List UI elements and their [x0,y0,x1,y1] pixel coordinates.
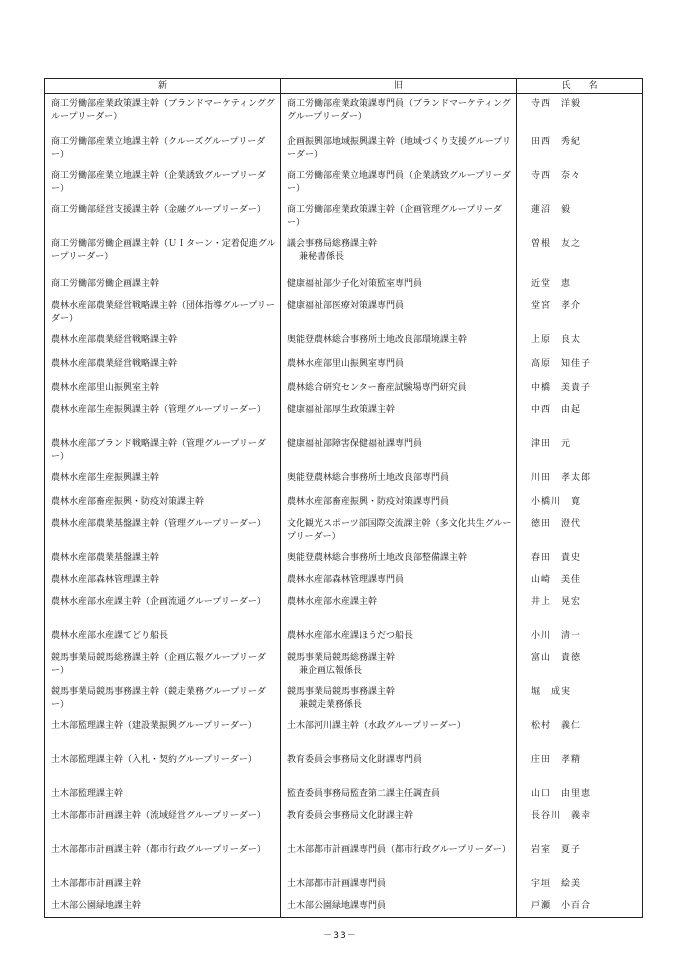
person-name: 上原 良太 [517,330,643,354]
person-name: 堂宮 孝介 [517,296,643,330]
new-position: 土木部監理課主幹（入札・契約グループリーダー） [45,750,281,784]
new-position: 商工労働部労働企画課主幹（ＵＩターン・定着促進グループリーダー） [45,234,281,274]
old-position [281,234,517,274]
old-position-concurrent: 兼企画広報係長 [299,665,363,676]
new-position: 農林水産部農業基盤課主幹 [45,548,281,570]
new-position: 農林水産部農業経営戦略課主幹（団体指導グループリーダー） [45,296,281,330]
table-row [45,94,643,132]
person-name: 小川 清一 [517,626,643,648]
new-position: 商工労働部産業立地課主幹（企業誘致グループリーダー） [45,166,281,200]
old-position-text: 健康福祉部医療対策課専門員 [287,300,405,311]
table-row [45,806,643,840]
person-name: 蓮沼 毅 [517,200,643,234]
table-row [45,874,643,896]
old-position-text: 教育委員会事務局文化財課主幹 [287,810,414,821]
old-position-text: 監査委員事務局監査第二課主任調査員 [287,788,441,799]
person-name: 徳田 澄代 [517,514,643,548]
table-row [45,330,643,354]
old-position [281,378,517,400]
old-position-text: 健康福祉部厚生政策課主幹 [287,404,396,415]
old-position-text: 奥能登農林総合事務所土地改良部環境課主幹 [287,334,468,345]
table-row [45,716,643,750]
old-position-text: 農林水産部畜産振興・防疫対策課専門員 [287,496,450,507]
old-position [281,648,517,682]
person-name: 津田 元 [517,434,643,468]
table-row [45,132,643,166]
old-position [281,200,517,234]
person-name: 松村 義仁 [517,716,643,750]
header-old: 旧 [281,79,517,94]
person-name: 山崎 美佳 [517,570,643,592]
person-name: 春田 貴史 [517,548,643,570]
old-position-concurrent: 兼競走業務係長 [299,699,363,710]
table-row [45,784,643,806]
old-position [281,468,517,492]
table-row [45,234,643,274]
table-row [45,166,643,200]
header-name: 氏 名 [517,79,643,94]
person-name: 宇垣 絵美 [517,874,643,896]
table-row [45,400,643,434]
old-position [281,806,517,840]
new-position: 農林水産部農業基盤課主幹（管理グループリーダー） [45,514,281,548]
table-row [45,274,643,296]
person-name: 曽根 友之 [517,234,643,274]
table-row [45,296,643,330]
new-position: 商工労働部産業政策課主幹（ブランドマーケティンググループリーダー） [45,94,281,132]
new-position: 土木部都市計画課主幹（流域経営グループリーダー） [45,806,281,840]
person-name: 小橋川 寛 [517,492,643,514]
new-position: 農林水産部水産課てどり船長 [45,626,281,648]
old-position-text: 奥能登農林総合事務所土地改良部専門員 [287,472,450,483]
old-position-text: 競馬事業局競馬事務課主幹 [287,686,396,697]
table-row [45,682,643,716]
person-name: 戸瀬 小百合 [517,896,643,918]
person-name: 寺西 奈々 [517,166,643,200]
old-position [281,274,517,296]
old-position [281,784,517,806]
old-position [281,492,517,514]
old-position-text: 農林総合研究センター畜産試験場専門研究員 [287,382,467,393]
old-position-text: 土木部河川課主幹（水政グループリーダー） [287,720,466,731]
page-number: －33－ [323,931,357,941]
old-position [281,434,517,468]
old-position [281,132,517,166]
old-position-text: 商工労働部産業政策課主幹（企画管理グループリーダー） [287,204,502,228]
old-position [281,874,517,896]
table-row [45,548,643,570]
new-position: 農林水産部生産振興課主幹 [45,468,281,492]
table-row [45,626,643,648]
old-position-text: 議会事務局総務課主幹 [287,238,378,249]
new-position: 競馬事業局競馬総務課主幹（企画広報グループリーダー） [45,648,281,682]
new-position: 商工労働部産業立地課主幹（クルーズグループリーダー） [45,132,281,166]
old-position [281,896,517,918]
person-name: 寺西 洋毅 [517,94,643,132]
table-row [45,570,643,592]
person-name: 田西 秀紀 [517,132,643,166]
old-position-text: 農林水産部里山振興室専門員 [287,358,405,369]
table-row [45,592,643,626]
person-name: 岩室 夏子 [517,840,643,874]
old-position [281,514,517,548]
old-position-text: 土木部都市計画課専門員（都市行政グループリーダー） [287,844,511,855]
new-position: 土木部都市計画課主幹（都市行政グループリーダー） [45,840,281,874]
table-row [45,492,643,514]
person-name: 中西 由起 [517,400,643,434]
new-position: 農林水産部生産振興課主幹（管理グループリーダー） [45,400,281,434]
old-position-text: 奥能登農林総合事務所土地改良部整備課主幹 [287,552,468,563]
old-position-text: 土木部公園緑地課専門員 [287,900,387,911]
new-position: 土木部都市計画課主幹 [45,874,281,896]
table-row [45,378,643,400]
old-position [281,750,517,784]
personnel-table-sheet [44,78,642,918]
table-row [45,354,643,378]
old-position [281,592,517,626]
person-name: 川田 孝太郎 [517,468,643,492]
table-row [45,750,643,784]
old-position [281,840,517,874]
new-position: 土木部監理課主幹（建設業振興グループリーダー） [45,716,281,750]
new-position: 農林水産部水産課主幹（企画流通グループリーダー） [45,592,281,626]
old-position [281,166,517,200]
table-row [45,648,643,682]
table-row [45,434,643,468]
table-row [45,896,643,918]
table-body [45,94,643,918]
old-position-text: 商工労働部産業立地課専門員（企業誘致グループリーダー） [287,170,511,194]
old-position [281,716,517,750]
old-position [281,94,517,132]
old-position-text: 土木部都市計画課専門員 [287,878,387,889]
old-position-text: 教育委員会事務局文化財課専門員 [287,754,423,765]
old-position-text: 商工労働部産業政策課専門員（ブランドマーケティンググループリーダー） [287,99,511,122]
person-name: 中橋 美貴子 [517,378,643,400]
old-position-text: 健康福祉部少子化対策監室専門員 [287,278,423,289]
table-row [45,200,643,234]
person-name: 高原 知佳子 [517,354,643,378]
old-position-concurrent: 兼秘書係長 [299,251,345,262]
new-position: 農林水産部農業経営戦略課主幹 [45,354,281,378]
old-position [281,400,517,434]
new-position: 農林水産部農業経営戦略課主幹 [45,330,281,354]
new-position: 競馬事業局競馬事務課主幹（競走業務グループリーダー） [45,682,281,716]
new-position: 農林水産部里山振興室主幹 [45,378,281,400]
table-row [45,514,643,548]
table-row [45,468,643,492]
person-name: 長谷川 義幸 [517,806,643,840]
table-row [45,840,643,874]
new-position: 農林水産部畜産振興・防疫対策課主幹 [45,492,281,514]
person-name: 近堂 恵 [517,274,643,296]
old-position [281,682,517,716]
new-position: 土木部公園緑地課主幹 [45,896,281,918]
new-position: 商工労働部労働企画課主幹 [45,274,281,296]
new-position: 農林水産部ブランド戦略課主幹（管理グループリーダー） [45,434,281,468]
person-name: 堀 成実 [517,682,643,716]
new-position: 農林水産部森林管理課主幹 [45,570,281,592]
old-position-text: 競馬事業局競馬総務課主幹 [287,652,396,663]
old-position [281,296,517,330]
old-position-text: 農林水産部水産課主幹 [287,596,378,607]
old-position [281,354,517,378]
old-position-text: 農林水産部水産課ほうだつ船長 [287,630,414,641]
person-name: 庄田 孝精 [517,750,643,784]
old-position [281,626,517,648]
old-position [281,330,517,354]
old-position-text: 文化観光スポーツ部国際交流課主幹（多文化共生グループリーダー） [287,518,512,542]
table-header [45,79,643,94]
person-name: 富山 貴徳 [517,648,643,682]
old-position [281,570,517,592]
old-position [281,548,517,570]
old-position-text: 企画振興部地域振興課主幹（地域づくり支援グループリーダー） [287,136,511,160]
new-position: 土木部監理課主幹 [45,784,281,806]
person-name: 井上 晃宏 [517,592,643,626]
personnel-transfer-table [44,78,643,918]
person-name: 山口 由里恵 [517,784,643,806]
old-position-text: 健康福祉部障害保健福祉課専門員 [287,438,423,449]
old-position-text: 農林水産部森林管理課専門員 [287,574,405,585]
new-position: 商工労働部経営支援課主幹（金融グループリーダー） [45,200,281,234]
header-new: 新 [45,79,281,94]
